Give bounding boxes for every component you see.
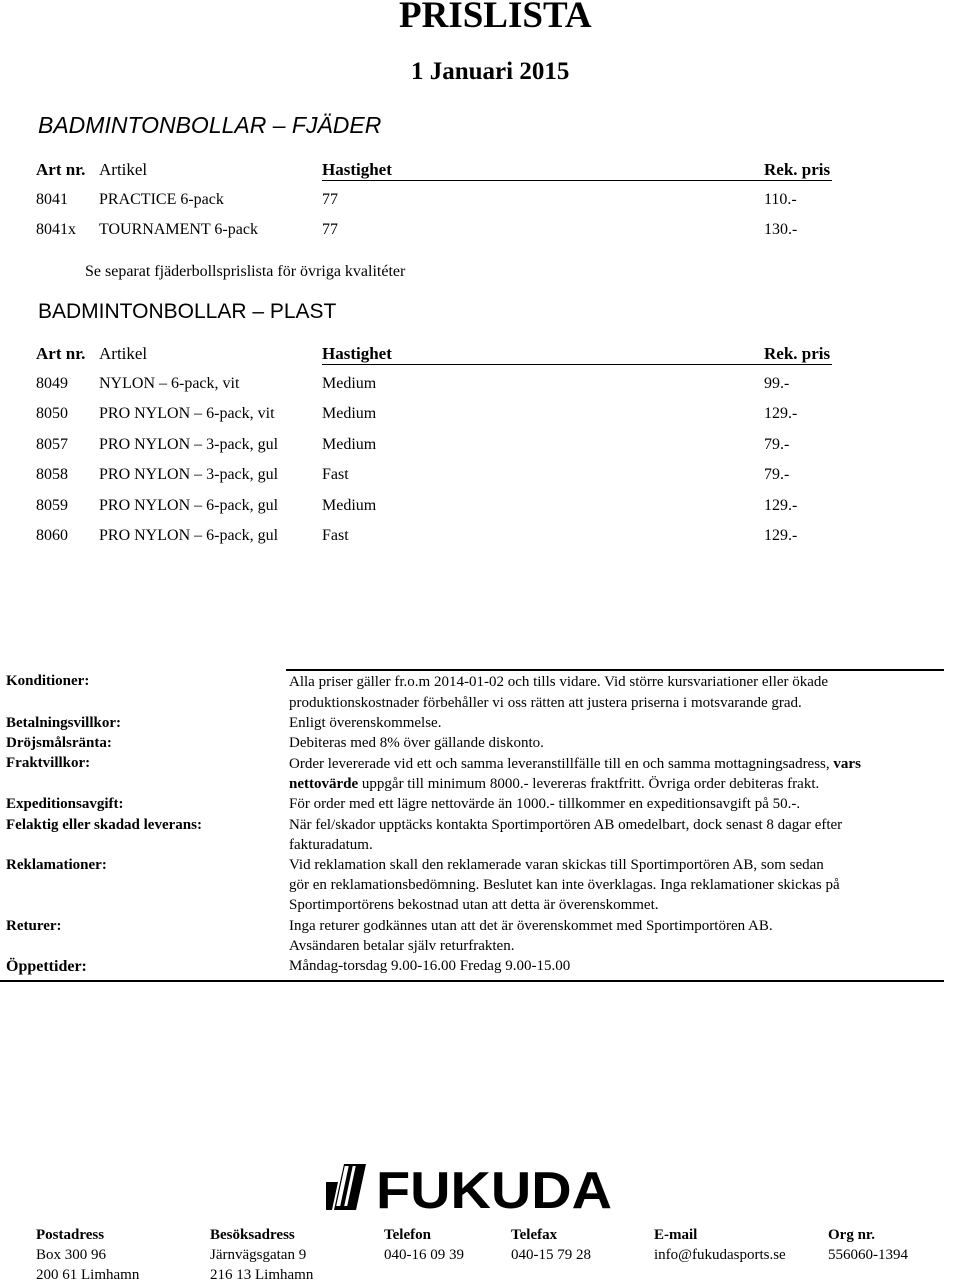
price-cell: 79.- [764,466,790,483]
footer-telefax: 040-15 79 28 [511,1247,591,1263]
fraktvillkor-label: Fraktvillkor: [6,755,91,771]
felaktig-leverans-label: Felaktig eller skadad leverans: [6,817,202,833]
footer-postadress: Box 300 96 [36,1247,107,1263]
footer-header-org-nr: Org nr. [828,1227,875,1243]
price-list-date: 1 Januari 2015 [411,58,570,85]
price-cell: 129.- [764,527,798,544]
hastighet-cell: Medium [322,497,377,514]
art-nr-cell: 8060 [36,527,68,544]
reklamationer-label: Reklamationer: [6,857,107,873]
footer-header-email: E-mail [654,1227,698,1243]
felaktig-leverans-text: fakturadatum. [289,837,373,853]
fukuda-logo [326,1160,616,1221]
footer-besoksadress: Järnvägsgatan 9 [210,1247,307,1263]
felaktig-leverans-text: När fel/skador upptäcks kontakta Sportimportören AB omedelbart, dock senast 8 dagar efter [289,817,843,833]
fraktvillkor-text [289,776,819,793]
betalningsvillkor-label: Betalningsvillkor: [6,715,122,731]
feather-note: Se separat fjäderbollsprislista för övriga kvalitéter [85,263,406,280]
section-title-feather: BADMINTONBOLLAR – FJÄDER [38,112,382,138]
col-header-hastighet: Hastighet [322,160,392,179]
col-header-artikel: Artikel [99,344,148,363]
footer-org-nr: 556060-1394 [828,1247,908,1263]
oppettider-label: Öppettider: [6,958,87,975]
fraktvillkor-text-part: uppgår till minimum 8000.- levereras fraktfritt. Övriga order debiteras frakt. [361,776,820,792]
art-nr-cell: 8059 [36,497,68,514]
art-nr-cell: 8049 [36,375,68,392]
price-cell: 99.- [764,375,790,392]
artikel-cell: PRO NYLON – 6-pack, gul [99,497,279,514]
expeditionsavgift-text: För order med ett lägre nettovärde än 1000.- tillkommer en expeditionsavgift på 50.-. [289,796,801,812]
oppettider-text: Måndag-torsdag 9.00-16.00 Fredag 9.00-15.00 [289,958,571,974]
reklamationer-text: Sportimportörens bekostnad utan att detta är överenskommet. [289,897,659,913]
art-nr-cell: 8057 [36,436,68,453]
art-nr-cell: 8041 [36,191,68,208]
artikel-cell: PRO NYLON – 6-pack, gul [99,527,279,544]
col-header-artikel: Artikel [99,160,148,179]
hastighet-cell: Fast [322,527,349,544]
header-underline [322,180,832,181]
artikel-cell: PRO NYLON – 3-pack, gul [99,466,279,483]
price-cell: 129.- [764,497,798,514]
betalningsvillkor-text: Enligt överenskommelse. [289,715,442,731]
art-nr-cell: 8058 [36,466,68,483]
price-cell: 110.- [764,191,797,208]
conditions-top-rule [286,669,944,671]
col-header-art-nr: Art nr. [36,160,86,179]
section-title-plastic: BADMINTONBOLLAR – PLAST [38,300,337,323]
fukuda-logo-icon [326,1160,616,1216]
footer-telefon: 040-16 09 39 [384,1247,464,1263]
footer-header-telefax: Telefax [511,1227,558,1243]
konditioner-text: produktionskostnader förbehåller vi oss rätten att justera priserna i motsvarande grad. [289,695,802,711]
page-title: PRISLISTA [399,0,592,36]
col-header-rek-pris: Rek. pris [764,344,831,363]
footer-email: info@fukudasports.se [654,1247,786,1263]
fraktvillkor-text-part: Order levererade vid ett och samma leveranstillfälle till en och samma mottagningsadress, [289,756,830,772]
hastighet-cell: 77 [322,191,338,208]
svg-text:FUKUDA: FUKUDA [376,1162,612,1216]
artikel-cell: TOURNAMENT 6-pack [99,221,258,238]
hastighet-cell: Medium [322,436,377,453]
header-underline [322,364,832,365]
konditioner-label: Konditioner: [6,673,90,689]
col-header-art-nr: Art nr. [36,344,86,363]
reklamationer-text: Vid reklamation skall den reklamerade varan skickas till Sportimportören AB, som sedan [289,857,824,873]
returer-text: Inga returer godkännes utan att det är överenskommet med Sportimportören AB. [289,918,773,934]
artikel-cell: PRO NYLON – 6-pack, vit [99,405,275,422]
expeditionsavgift-label: Expeditionsavgift: [6,796,124,812]
price-cell: 79.- [764,436,790,453]
fraktvillkor-bold: vars [833,756,861,772]
footer-header-besoksadress: Besöksadress [210,1227,295,1243]
returer-label: Returer: [6,918,62,934]
artikel-cell: PRO NYLON – 3-pack, gul [99,436,279,453]
reklamationer-text: gör en reklamationsbedömning. Beslutet kan inte överklagas. Inga reklamationer skickas på [289,877,840,893]
hastighet-cell: Medium [322,405,377,422]
drojsmalsranta-text: Debiteras med 8% över gällande diskonto. [289,735,544,751]
footer-besoksadress-city: 216 13 Limhamn [210,1267,314,1283]
returer-text: Avsändaren betalar själv returfrakten. [289,938,515,954]
footer-postadress-city: 200 61 Limhamn [36,1267,140,1283]
artikel-cell: PRACTICE 6-pack [99,191,224,208]
hastighet-cell: Fast [322,466,349,483]
footer-header-postadress: Postadress [36,1227,105,1243]
conditions-bottom-rule [0,980,944,982]
fraktvillkor-bold: nettovärde [289,776,359,792]
drojsmalsranta-label: Dröjsmålsränta: [6,735,112,751]
konditioner-text: Alla priser gäller fr.o.m 2014-01-02 och tills vidare. Vid större kursvariationer eller ökade [289,674,829,690]
art-nr-cell: 8050 [36,405,68,422]
fraktvillkor-text [289,756,861,773]
art-nr-cell: 8041x [36,221,76,238]
price-cell: 130.- [764,221,798,238]
hastighet-cell: Medium [322,375,377,392]
col-header-hastighet: Hastighet [322,344,392,363]
price-cell: 129.- [764,405,798,422]
hastighet-cell: 77 [322,221,338,238]
artikel-cell: NYLON – 6-pack, vit [99,375,240,392]
col-header-rek-pris: Rek. pris [764,160,831,179]
footer-header-telefon: Telefon [384,1227,431,1243]
